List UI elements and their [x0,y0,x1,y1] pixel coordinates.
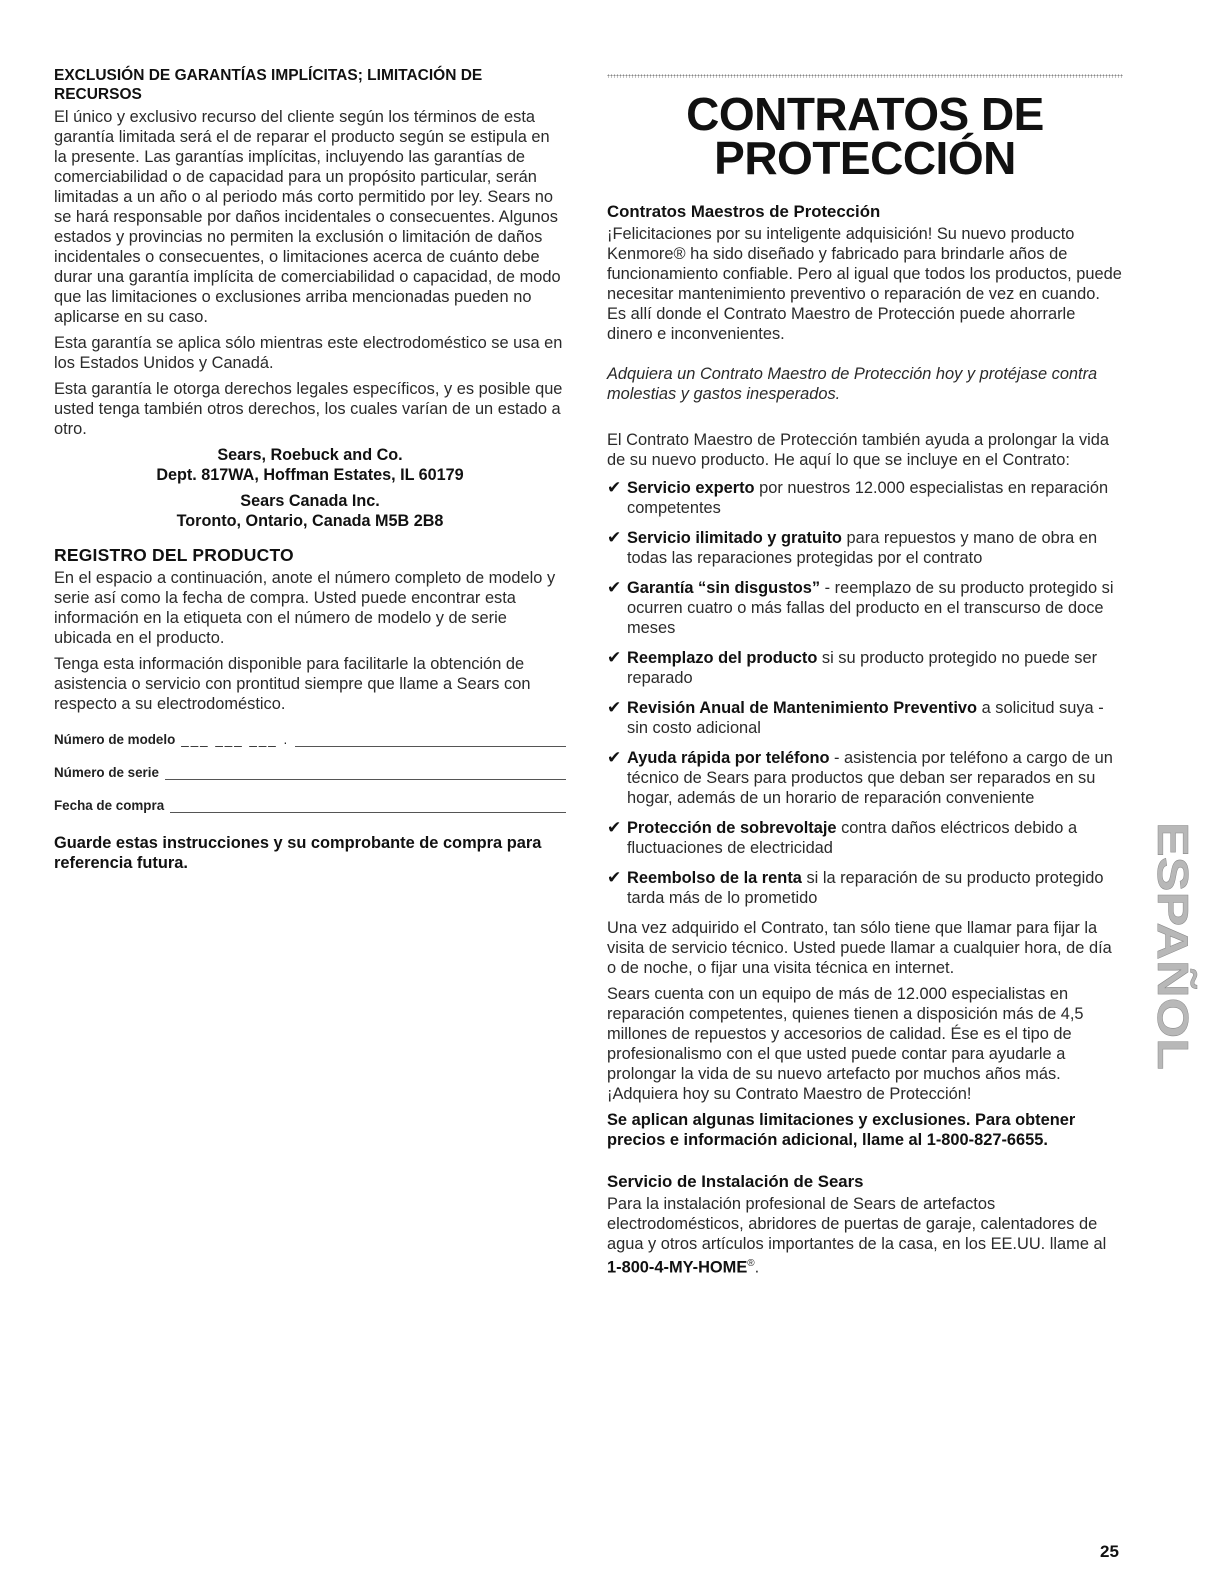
keep-instructions-note: Guarde estas instrucciones y su comprobante de compra para referencia futura. [54,834,542,872]
purchase-date-label: Fecha de compra [54,798,165,813]
serial-number-label: Número de serie [54,765,159,780]
benefit-title: Garantía “sin disgustos” [627,579,821,597]
benefit-desc: - asistencia por teléfono a cargo de un técnico de Sears para productos que deban ser reparados en su hogar, además de un horario de reparación conveniente [627,749,1113,807]
benefit-item [607,748,1123,808]
left-column [54,66,566,873]
ca-company-address: Toronto, Ontario, Canada M5B 2B8 [176,512,444,530]
benefit-item [607,868,1123,908]
benefit-title: Reembolso de la renta [627,869,802,887]
installation-end: . [754,1258,760,1277]
benefit-item [607,478,1123,518]
benefit-desc: contra daños eléctricos debido a fluctuaciones de electricidad [627,819,1078,857]
model-number-line[interactable] [295,734,566,747]
warranty-paragraph-1: El único y exclusivo recurso del cliente según los términos de esta garantía limitada será el de reparar el producto según se estipula en la presente. Las garantías implícitas, incluyendo las garantías de comerciabilidad o de capacidad para un propósito particular, serán limitadas a un año o al periodo más corto permitido por ley. Sears no se hará responsable por daños incidentales o consecuentes. Algunos estados y provincias no permiten la exclusión o limitación de daños incidentales o consecuentes, o limitaciones acerca de cuánto debe durar una garantía implícita de comerciabilidad o capacidad, de modo que las limitaciones o exclusiones arriba mencionadas pueden no aplicarse en su caso. [54,108,561,326]
master-italic-tagline: Adquiera un Contrato Maestro de Protección hoy y protéjase contra molestias y gastos inesperados. [607,365,1098,403]
after-paragraph-1: Una vez adquirido el Contrato, tan sólo tiene que llamar para fijar la visita de servicio técnico. Usted puede llamar a cualquier hora, de día o de noche, o fijar una visita técnica en internet. [607,919,1112,977]
warranty-exclusion-heading: EXCLUSIÓN DE GARANTÍAS IMPLÍCITAS; LIMITACIÓN DE RECURSOS [54,67,483,103]
benefit-item [607,648,1123,688]
benefits-list [607,478,1123,908]
benefit-title: Reemplazo del producto [627,649,818,667]
after-paragraph-2: Sears cuenta con un equipo de más de 12.000 especialistas en reparación competentes, quienes tienen a disposición más de 4,5 millones de repuestos y accesorios de calidad. Ése es el tipo de profesionalismo con el que usted puede contar para ayudarle a prolongar la vida de su nuevo artefacto por muchos años más. ¡Adquiera hoy su Contrato Maestro de Protección! [607,985,1084,1103]
sears-address-block [54,445,566,531]
purchase-date-line[interactable] [170,800,566,813]
purchase-date-field[interactable] [54,794,566,813]
check-icon: ✔ [607,578,622,597]
master-contracts-heading: Contratos Maestros de Protección [607,202,881,221]
benefit-item [607,818,1123,858]
warranty-paragraph-3: Esta garantía le otorga derechos legales específicos, y es posible que usted tenga también otros derechos, los cuales varían de un estado a otro. [54,380,563,438]
model-number-prefix: ___ ___ ___ . [181,732,290,747]
benefit-desc: por nuestros 12.000 especialistas en reparación competentes [627,479,1109,517]
registered-mark: ® [747,1258,755,1269]
us-company-name: Sears, Roebuck and Co. [217,446,403,464]
master-paragraph-2: El Contrato Maestro de Protección también ayuda a prolongar la vida de su nuevo producto. He aquí lo que se incluye en el Contrato: [607,431,1110,469]
right-column [607,66,1123,1277]
ca-company-name: Sears Canada Inc. [240,492,380,510]
check-icon: ✔ [607,648,622,667]
benefit-title: Servicio ilimitado y gratuito [627,529,842,547]
installation-text: Para la instalación profesional de Sears de artefactos electrodomésticos, abridores de puertas de garaje, calentadores de agua y otros artículos importantes de la casa, en los EE.UU. llame al [607,1195,1107,1253]
model-number-field[interactable] [54,728,566,747]
espanol-side-tab [1148,822,1197,1070]
us-company-address: Dept. 817WA, Hoffman Estates, IL 60179 [156,466,464,484]
benefit-title: Servicio experto [627,479,755,497]
page-title [607,88,1123,184]
benefit-desc: si su producto protegido no puede ser reparado [627,649,1098,687]
product-registration-heading: REGISTRO DEL PRODUCTO [54,545,294,565]
registration-paragraph-1: En el espacio a continuación, anote el número completo de modelo y serie así como la fecha de compra. Usted puede encontrar esta información en la etiqueta con el número de modelo y de serie ubicada en el producto. [54,569,556,647]
serial-number-field[interactable] [54,761,566,780]
benefit-title: Ayuda rápida por teléfono [627,749,830,767]
check-icon: ✔ [607,698,622,717]
benefit-title: Revisión Anual de Mantenimiento Preventivo [627,699,978,717]
benefit-desc: a solicitud suya - sin costo adicional [627,699,1104,737]
check-icon: ✔ [607,478,622,497]
check-icon: ✔ [607,818,622,837]
benefit-item [607,528,1123,568]
serial-number-line[interactable] [165,767,566,780]
benefit-desc: si la reparación de su producto protegido tarda más de lo prometido [627,869,1104,907]
espanol-tab-label: ESPAÑOL [1148,822,1197,1032]
benefit-desc: - reemplazo de su producto protegido si ocurren cuatro o más fallas del producto en el transcurso de doce meses [627,579,1114,637]
master-paragraph-1: ¡Felicitaciones por su inteligente adquisición! Su nuevo producto Kenmore® ha sido diseñado y fabricado para brindarle años de funcionamiento confiable. Pero al igual que todos los productos, puede necesitar mantenimiento preventivo o reparación de vez en cuando. Es allí donde el Contrato Maestro de Protección puede ahorrarle dinero e inconvenientes. [607,225,1122,343]
title-line-1: CONTRATOS DE [686,88,1044,140]
dotted-rule-divider [607,74,1123,78]
registration-paragraph-2: Tenga esta información disponible para facilitarle la obtención de asistencia o servicio con prontitud siempre que llame a Sears con respecto a su electrodoméstico. [54,655,531,713]
warranty-paragraph-2: Esta garantía se aplica sólo mientras este electrodoméstico se usa en los Estados Unidos y Canadá. [54,334,563,372]
benefit-title: Protección de sobrevoltaje [627,819,837,837]
page-number: 25 [1100,1542,1119,1561]
benefit-item [607,698,1123,738]
model-number-label: Número de modelo [54,732,176,747]
check-icon: ✔ [607,748,622,767]
check-icon: ✔ [607,868,622,887]
title-line-2: PROTECCIÓN [714,132,1016,184]
installation-phone: 1-800-4-MY-HOME [607,1258,748,1277]
limits-notice: Se aplican algunas limitaciones y exclusiones. Para obtener precios e información adicional, llame al 1-800-827-6655. [607,1111,1076,1149]
check-icon: ✔ [607,528,622,547]
installation-service-heading: Servicio de Instalación de Sears [607,1172,864,1191]
benefit-desc: para repuestos y mano de obra en todas las reparaciones protegidas por el contrato [627,529,1098,567]
installation-paragraph [607,1194,1123,1277]
benefit-item [607,578,1123,638]
